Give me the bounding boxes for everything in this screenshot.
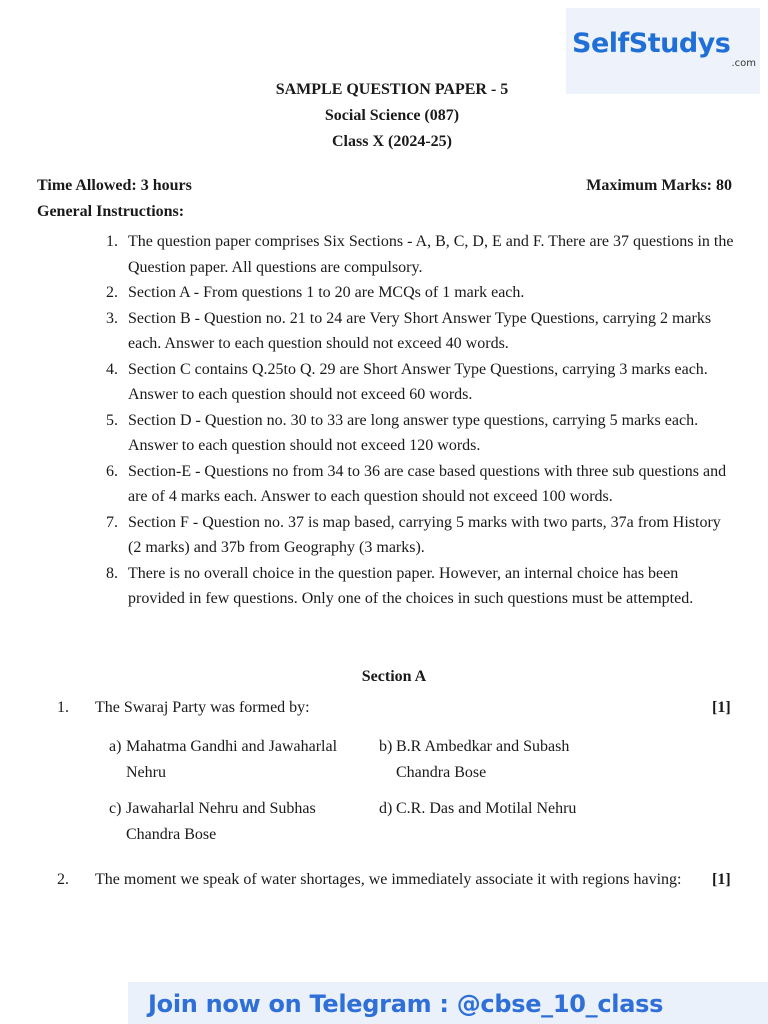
option-label: d) (379, 800, 393, 817)
option-label: b) (379, 738, 393, 755)
paper-class: Class X (2024-25) (332, 133, 452, 150)
option-text: Mahatma Gandhi and Jawaharlal Nehru (126, 738, 338, 781)
instruction-text: Section F - Question no. 37 is map based, carrying 5 marks with two parts, 37a from History (2 marks) and 37b from Geography (3 marks). (128, 513, 721, 556)
option-b[interactable] (379, 734, 611, 785)
time-allowed: Time Allowed: 3 hours (37, 177, 192, 194)
instruction-text: Section A - From questions 1 to 20 are MCQs of 1 mark each. (128, 284, 525, 301)
instruction-item (106, 408, 736, 459)
instruction-text: There is no overall choice in the question paper. However, an internal choice has been provided in few questions. Only one of the choices in such questions must be attempted. (128, 564, 694, 607)
instruction-text: The question paper comprises Six Sections - A, B, C, D, E and F. There are 37 questions in the Question paper. All questions are compulsory. (128, 233, 734, 276)
instruction-number: 8. (106, 564, 118, 582)
instruction-item (106, 229, 736, 280)
instruction-number: 1. (106, 233, 118, 250)
option-text: Jawaharlal Nehru and Subhas Chandra Bose (126, 800, 316, 843)
instruction-item (106, 306, 736, 357)
option-text: C.R. Das and Motilal Nehru (396, 800, 577, 817)
section-heading: Section A (361, 668, 427, 685)
option-text: B.R Ambedkar and Subash Chandra Bose (396, 738, 570, 781)
instruction-text: Section B - Question no. 21 to 24 are Very Short Answer Type Questions, carrying 2 marks each. Answer to each question should not exceed 40 words. (128, 309, 712, 352)
instruction-item (106, 280, 736, 306)
paper-title: SAMPLE QUESTION PAPER - 5 (275, 81, 509, 98)
option-label: a) (109, 738, 122, 755)
option-a[interactable] (109, 734, 341, 785)
instruction-item (106, 561, 736, 612)
instruction-number: 7. (106, 513, 118, 531)
instruction-item (106, 459, 736, 510)
instruction-number: 3. (106, 309, 118, 327)
instruction-text: Section-E - Questions no from 34 to 36 are case based questions with three sub questions and are of 4 marks each. Answer to each question should not exceed 100 words. (128, 462, 727, 505)
instruction-text: Section D - Question no. 30 to 33 are long answer type questions, carrying 5 marks each. Answer to each question should not exceed 120 words. (128, 411, 699, 454)
telegram-banner[interactable] (128, 982, 768, 1024)
instruction-text: Section C contains Q.25to Q. 29 are Short Answer Type Questions, carrying 3 marks each. Answer to each question should not exceed 60 words. (128, 360, 708, 403)
option-label: c) (109, 800, 122, 817)
maximum-marks: Maximum Marks: 80 (586, 177, 732, 194)
instruction-item (106, 357, 736, 408)
instruction-number: 2. (106, 284, 118, 301)
instruction-number: 6. (106, 462, 118, 480)
question-number: 1. (57, 699, 69, 716)
question-marks: [1] (712, 699, 731, 716)
general-instructions-title: General Instructions: (37, 203, 185, 220)
telegram-banner-text: Join now on Telegram : @cbse_10_class (148, 990, 664, 1018)
instructions-list (106, 229, 736, 612)
instruction-number: 5. (106, 411, 118, 429)
logo-name: SelfStudys (572, 28, 731, 59)
option-c[interactable] (109, 796, 341, 847)
question-text: The Swaraj Party was formed by: (95, 699, 310, 716)
question-marks: [1] (712, 871, 731, 888)
question-text: The moment we speak of water shortages, we immediately associate it with regions having: (95, 871, 682, 888)
paper-subject: Social Science (087) (324, 107, 460, 124)
question-number: 2. (57, 871, 69, 888)
logo-domain: .com (731, 58, 756, 69)
instruction-number: 4. (106, 360, 118, 378)
option-d[interactable] (379, 796, 611, 822)
instruction-item (106, 510, 736, 561)
